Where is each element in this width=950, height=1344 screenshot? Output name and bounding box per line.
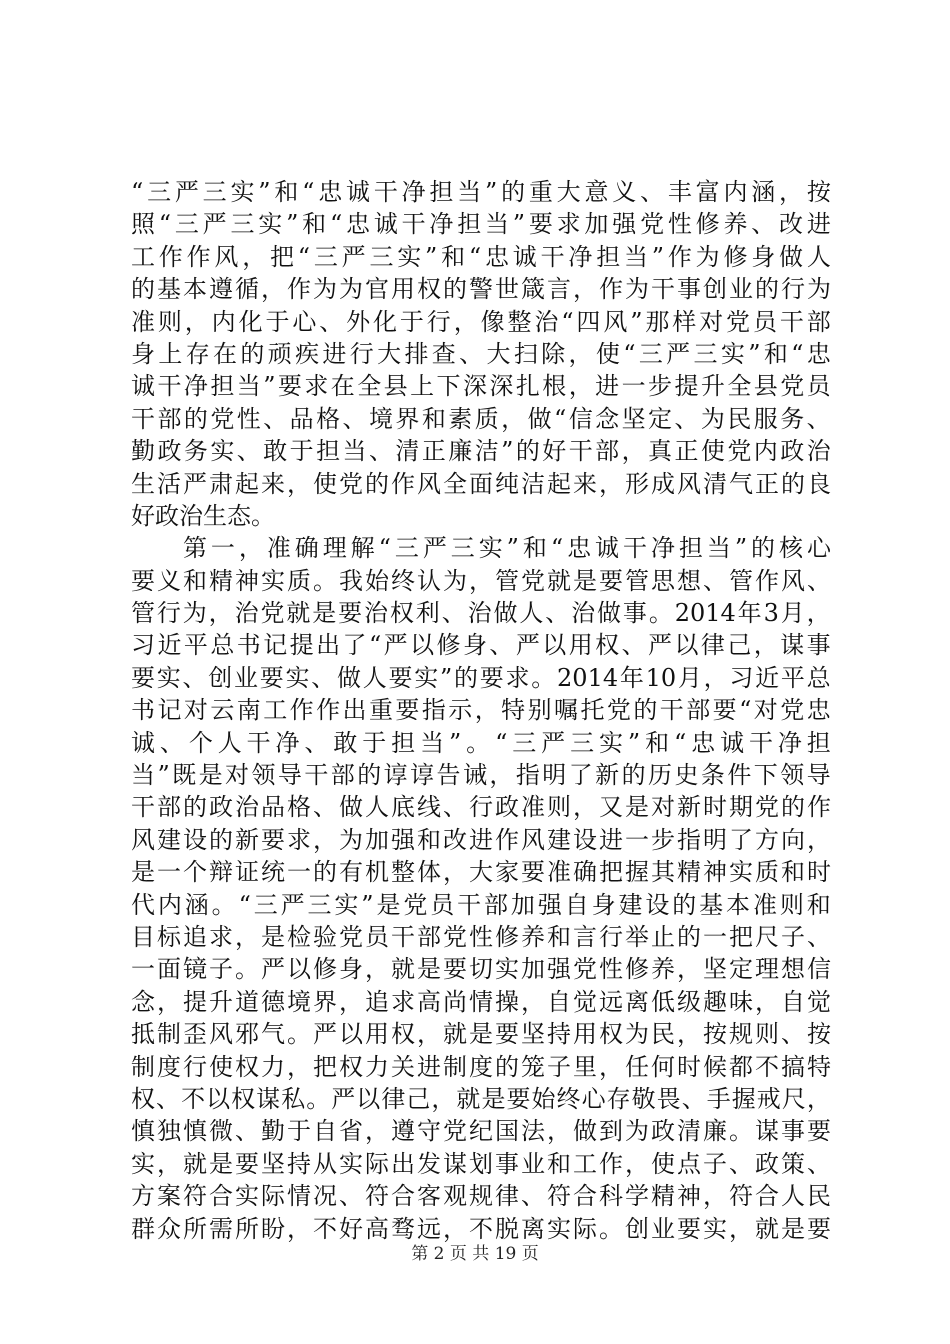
text-line: 干 部 的 党 性 、 品 格 、 境 界 和 素 质 ， 做 “ 信 念 坚 定 、 为 民 服 务 、	[131, 404, 831, 433]
page-footer: 第 2 页 共 19 页	[411, 1244, 539, 1264]
text-line: 念 ， 提 升 道 德 境 界 ， 追 求 高 尚 情 操 ， 自 觉 远 离 低 级 趣 味 ， 自 觉	[131, 987, 831, 1016]
text-line: 代 内 涵 。 “ 三 严 三 实 ” 是 党 员 干 部 加 强 自 身 建 设 的 基 本 准 则 和	[131, 890, 831, 919]
text-line: 准 则 ， 内 化 于 心 、 外 化 于 行 ， 像 整 治 “ 四 风 ” 那 样 对 党 员 干 部	[131, 307, 831, 336]
text-line: 制 度 行 使 权 力 ， 把 权 力 关 进 制 度 的 笼 子 里 ， 任 何 时 候 都 不 搞 特	[131, 1052, 831, 1081]
text-line: 实 ， 就 是 要 坚 持 从 实 际 出 发 谋 划 事 业 和 工 作 ， 使 点 子 、 政 策 、	[131, 1149, 831, 1178]
text-line: 诚 干 净 担 当 ” 要 求 在 全 县 上 下 深 深 扎 根 ， 进 一 步 提 升 全 县 党 员	[131, 372, 831, 401]
text-line: 身 上 存 在 的 顽 疾 进 行 大 排 查 、 大 扫 除 ， 使 “ 三 严 三 实 ” 和 “ 忠	[131, 339, 831, 368]
text-line: 生 活 严 肃 起 来 ， 使 党 的 作 风 全 面 纯 洁 起 来 ， 形 成 风 清 气 正 的 良	[131, 469, 831, 498]
text-line: 的 基 本 遵 循 ， 作 为 为 官 用 权 的 警 世 箴 言 ， 作 为 干 事 创 业 的 行 为	[131, 275, 831, 304]
text-line: 群 众 所 需 所 盼 ， 不 好 高 骛 远 ， 不 脱 离 实 际 。 创 业 要 实 ， 就 是 要	[131, 1214, 831, 1243]
text-line: 权 、 不 以 权 谋 私 。 严 以 律 己 ， 就 是 要 始 终 心 存 敬 畏 、 手 握 戒 尺 ，	[131, 1084, 831, 1113]
text-line: 要 实 、 创 业 要 实 、 做 人 要 实 ” 的 要 求 。 2014 年 10 月 ， 习 近 平 总	[131, 663, 831, 692]
text-line: 当 ” 既 是 对 领 导 干 部 的 谆 谆 告 诫 ， 指 明 了 新 的 历 史 条 件 下 领 导	[131, 761, 831, 790]
text-line: 是 一 个 辩 证 统 一 的 有 机 整 体 ， 大 家 要 准 确 把 握 其 精 神 实 质 和 时	[131, 858, 831, 887]
text-line: 工 作 作 风 ， 把 “ 三 严 三 实 ” 和 “ 忠 诚 干 净 担 当 ” 作 为 修 身 做 人	[131, 242, 831, 271]
text-line: 目 标 追 求 ， 是 检 验 党 员 干 部 党 性 修 养 和 言 行 举 止 的 一 把 尺 子 、	[131, 922, 831, 951]
text-line: 慎 独 慎 微 、 勤 于 自 省 ， 遵 守 党 纪 国 法 ， 做 到 为 政 清 廉 。 谋 事 要	[131, 1117, 831, 1146]
text-line: 方 案 符 合 实 际 情 况 、 符 合 客 观 规 律 、 符 合 科 学 精 神 ， 符 合 人 民	[131, 1182, 831, 1211]
text-line: 要 义 和 精 神 实 质 。 我 始 终 认 为 ， 管 党 就 是 要 管 思 想 、 管 作 风 、	[131, 566, 831, 595]
text-line: 管 行 为 ， 治 党 就 是 要 治 权 利 、 治 做 人 、 治 做 事 。 2014 年 3 月 ，	[131, 599, 831, 628]
text-line: 照 “ 三 严 三 实 ” 和 “ 忠 诚 干 净 担 当 ” 要 求 加 强 党 性 修 养 、 改 进	[131, 210, 831, 239]
text-line: 勤 政 务 实 、 敢 于 担 当 、 清 正 廉 洁 ” 的 好 干 部 ， 真 正 使 党 内 政 治	[131, 437, 831, 466]
text-line: 抵 制 歪 风 邪 气 。 严 以 用 权 ， 就 是 要 坚 持 用 权 为 民 ， 按 规 则 、 按	[131, 1020, 831, 1049]
text-line: “ 三 严 三 实 ” 和 “ 忠 诚 干 净 担 当 ” 的 重 大 意 义 、 丰 富 内 涵 ， 按	[131, 178, 831, 206]
text-line: 干 部 的 政 治 品 格 、 做 人 底 线 、 行 政 准 则 ， 又 是 对 新 时 期 党 的 作	[131, 793, 831, 822]
text-line-paragraph-start: 第 一 ， 准 确 理 解 “ 三 严 三 实 ” 和 “ 忠 诚 干 净 担 当 ” 的 核 心	[182, 534, 831, 563]
text-line-paragraph-end: 好政治生态。	[131, 501, 275, 530]
text-line: 风 建 设 的 新 要 求 ， 为 加 强 和 改 进 作 风 建 设 进 一 步 指 明 了 方 向 ，	[131, 825, 831, 854]
body-text	[131, 176, 831, 1245]
text-line: 习 近 平 总 书 记 提 出 了 “ 严 以 修 身 、 严 以 用 权 、 严 以 律 己 ， 谋 事	[131, 631, 831, 660]
text-line: 诚 、 个 人 干 净 、 敢 于 担 当 ” 。 “ 三 严 三 实 ” 和 “ 忠 诚 干 净 担	[131, 728, 831, 757]
text-line: 书 记 对 云 南 工 作 作 出 重 要 指 示 ， 特 别 嘱 托 党 的 干 部 要 “ 对 党 忠	[131, 696, 831, 725]
text-line: 一 面 镜 子 。 严 以 修 身 ， 就 是 要 切 实 加 强 党 性 修 养 ， 坚 定 理 想 信	[131, 955, 831, 984]
